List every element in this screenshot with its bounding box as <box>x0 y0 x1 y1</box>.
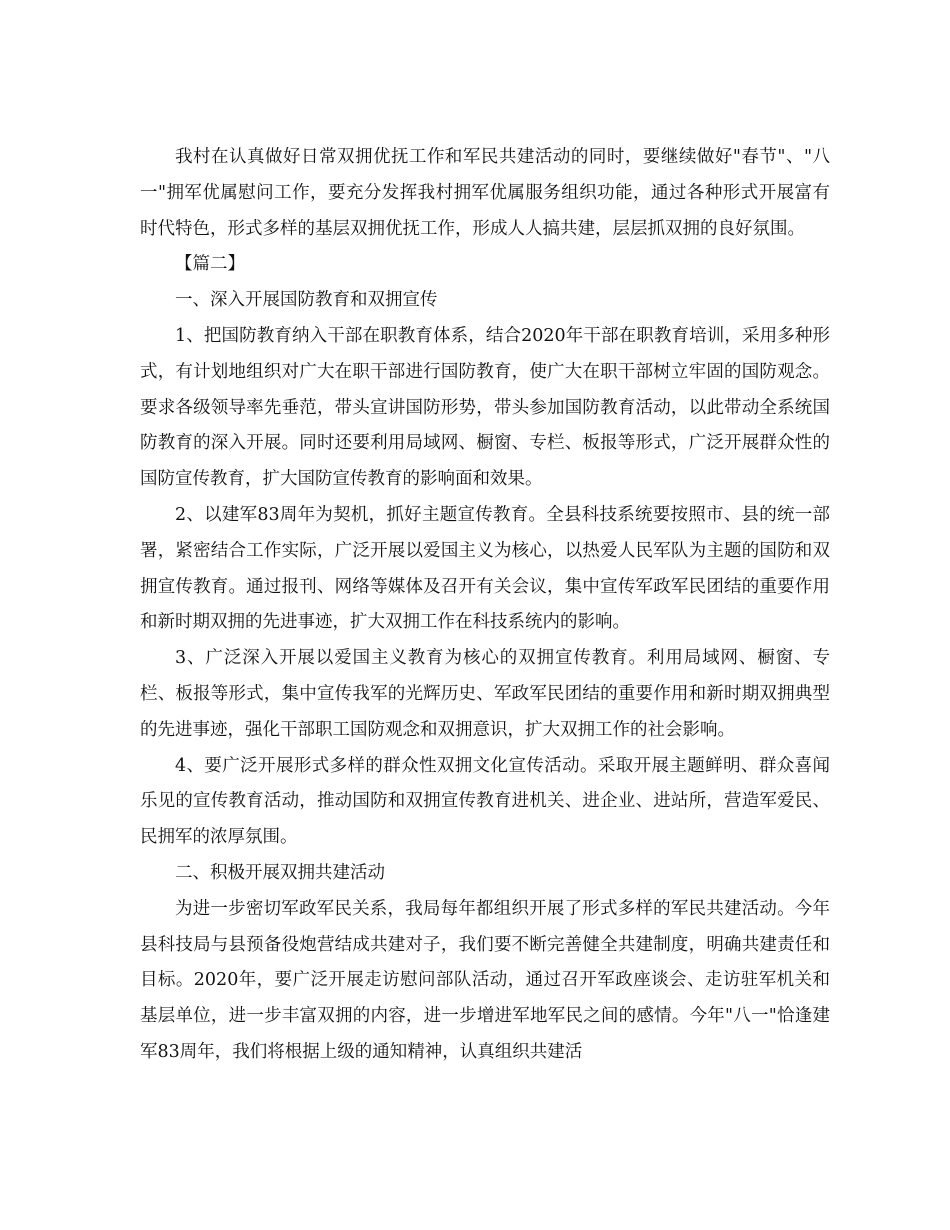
paragraph-item-3: 3、广泛深入开展以爱国主义教育为核心的双拥宣传教育。利用局域网、橱窗、专栏、板报等形式，集中宣传我军的光辉历史、军政军民团结的重要作用和新时期双拥典型的先进事迹，强化干部职工国防观念和双拥意识，扩大双拥工作的社会影响。 <box>140 648 830 740</box>
paragraph-section-2-body: 为进一步密切军政军民关系，我局每年都组织开展了形式多样的军民共建活动。今年县科技局与县预备役炮营结成共建对子，我们要不断完善健全共建制度，明确共建责任和目标。2020年，要广泛开展走访慰问部队活动，通过召开军政座谈会、走访驻军机关和基层单位，进一步丰富双拥的内容，进一步增进军地军民之间的感情。今年"八一"恰逢建军83周年，我们将根据上级的通知精神，认真组织共建活 <box>140 898 830 1062</box>
paragraph-intro: 我村在认真做好日常双拥优抚工作和军民共建活动的同时，要继续做好"春节"、"八一"拥军优属慰问工作，要充分发挥我村拥军优属服务组织功能，通过各种形式开展富有时代特色，形式多样的基层双拥优抚工作，形成人人搞共建，层层抓双拥的良好氛围。 <box>140 147 830 239</box>
section-heading-1: 一、深入开展国防教育和双拥宣传 <box>175 290 438 311</box>
document-body <box>140 140 830 1071</box>
paragraph-item-4: 4、要广泛开展形式多样的群众性双拥文化宣传活动。采取开展主题鲜明、群众喜闻乐见的宣传教育活动，推动国防和双拥宣传教育进机关、进企业、进站所，营造军爱民、民拥军的浓厚氛围。 <box>140 755 830 848</box>
paragraph-item-2: 2、以建军83周年为契机，抓好主题宣传教育。全县科技系统要按照市、县的统一部署，紧密结合工作实际，广泛开展以爱国主义为核心，以热爱人民军队为主题的国防和双拥宣传教育。通过报刊、网络等媒体及召开有关会议，集中宣传军政军民团结的重要作用和新时期双拥的先进事迹，扩大双拥工作在科技系统内的影响。 <box>140 504 830 633</box>
paragraph-item-1: 1、把国防教育纳入干部在职教育体系，结合2020年干部在职教育培训，采用多种形式，有计划地组织对广大在职干部进行国防教育，使广大在职干部树立牢固的国防观念。要求各级领导率先垂范，带头宣讲国防形势，带头参加国防教育活动，以此带动全系统国防教育的深入开展。同时还要利用局域网、橱窗、专栏、板报等形式，广泛开展群众性的国防宣传教育，扩大国防宣传教育的影响面和效果。 <box>140 325 830 490</box>
section-heading-part-two: 【篇二】 <box>175 254 245 275</box>
section-heading-2: 二、积极开展双拥共建活动 <box>175 862 385 883</box>
